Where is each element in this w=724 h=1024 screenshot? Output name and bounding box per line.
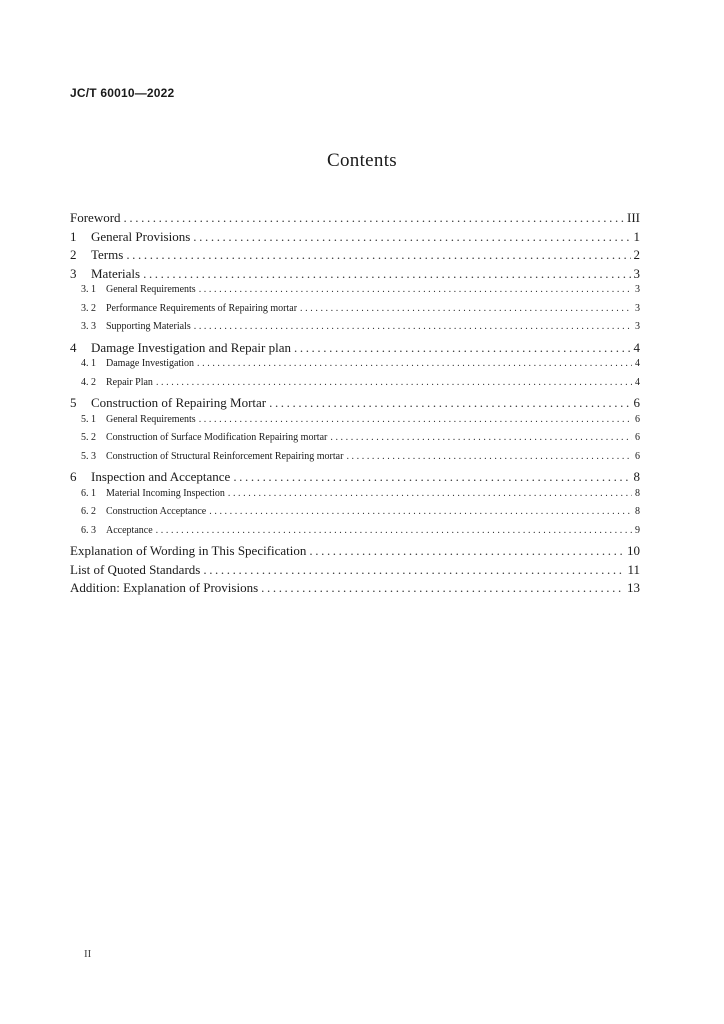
toc-entry[interactable]	[70, 321, 640, 340]
toc-entry-label: List of Quoted Standards	[70, 561, 201, 577]
page-number: II	[84, 948, 92, 960]
toc-entry-number: 4. 1	[81, 358, 96, 369]
toc-entry[interactable]	[70, 210, 640, 229]
toc-entry[interactable]	[70, 266, 640, 285]
toc-entry-label: Construction Acceptance	[106, 506, 207, 517]
toc-entry[interactable]	[70, 580, 640, 599]
toc-entry-page: 9	[635, 524, 640, 536]
toc-entry-page: 4	[633, 339, 640, 355]
toc-entry-page: 6	[635, 413, 640, 425]
toc-entry-number: 5. 3	[81, 450, 96, 462]
toc-entry-page: 4	[635, 376, 640, 388]
toc-entry[interactable]	[70, 340, 640, 359]
toc-leader-dots	[346, 451, 632, 462]
toc-entry-number: 3. 3	[81, 321, 96, 332]
toc-leader-dots	[199, 284, 632, 295]
toc-entry-number: 4. 2	[81, 376, 96, 388]
toc-entry[interactable]	[70, 284, 640, 303]
toc-entry-label: General Requirements	[106, 284, 196, 295]
toc-entry-page: 3	[635, 284, 640, 295]
toc-entry-label: Terms	[91, 247, 124, 262]
toc-entry-page: 8	[635, 506, 640, 517]
toc-leader-dots	[300, 303, 632, 314]
toc-entry[interactable]	[70, 247, 640, 266]
toc-entry-label: Repair Plan	[106, 376, 153, 388]
toc-leader-dots	[228, 488, 632, 499]
toc-entry-number: 3. 1	[81, 284, 96, 295]
toc-entry-page: 4	[635, 358, 640, 369]
toc-entry[interactable]	[70, 506, 640, 525]
toc-entry-page: 2	[633, 247, 640, 262]
toc-entry-page: 3	[635, 321, 640, 332]
toc-entry-label: Materials	[91, 265, 141, 281]
toc-leader-dots	[124, 210, 624, 226]
toc-entry-number: 6. 3	[81, 524, 96, 536]
toc-entry[interactable]	[70, 229, 640, 248]
toc-entry-label: Performance Requirements of Repairing mortar	[106, 302, 298, 314]
toc-entry-page: 6	[635, 450, 640, 462]
toc-entry[interactable]	[70, 377, 640, 396]
toc-entry-page: 1	[633, 228, 640, 244]
toc-entry[interactable]	[70, 525, 640, 544]
toc-leader-dots	[126, 247, 630, 263]
toc-leader-dots	[261, 580, 624, 596]
toc-entry-label: Addition: Explanation of Provisions	[70, 580, 259, 595]
toc-entry-label: Material Incoming Inspection	[106, 487, 225, 499]
toc-entry-label: Construction of Surface Modification Repairing mortar	[106, 432, 328, 443]
toc-entry-number: 5. 2	[81, 432, 96, 443]
toc-leader-dots	[143, 266, 630, 282]
toc-entry[interactable]	[70, 432, 640, 451]
toc-entry-page: 8	[633, 469, 640, 484]
toc-leader-dots	[199, 414, 632, 425]
toc-leader-dots	[294, 340, 631, 356]
toc-entry-number: 5. 1	[81, 413, 96, 425]
toc-entry-label: Damage Investigation and Repair plan	[91, 339, 291, 355]
toc-leader-dots	[269, 395, 630, 411]
toc-entry[interactable]	[70, 395, 640, 414]
toc-entry-number: 3. 2	[81, 302, 96, 314]
toc-entry[interactable]	[70, 562, 640, 581]
toc-leader-dots	[209, 506, 632, 517]
toc-entry[interactable]	[70, 469, 640, 488]
table-of-contents	[70, 210, 640, 599]
toc-leader-dots	[309, 543, 624, 559]
toc-entry-label: Inspection and Acceptance	[91, 469, 231, 484]
toc-entry-label: Explanation of Wording in This Specification	[70, 543, 307, 558]
toc-entry-page: 6	[635, 432, 640, 443]
toc-entry-number: 6. 1	[81, 487, 96, 499]
toc-leader-dots	[156, 377, 632, 388]
toc-entry-label: Acceptance	[106, 524, 153, 536]
toc-entry[interactable]	[70, 303, 640, 322]
toc-entry-number: 6	[70, 469, 77, 484]
toc-leader-dots	[233, 469, 630, 485]
toc-entry-page: III	[627, 210, 640, 225]
toc-leader-dots	[330, 432, 632, 443]
toc-entry-page: 3	[635, 302, 640, 314]
toc-leader-dots	[203, 562, 624, 578]
toc-entry-number: 2	[70, 247, 77, 262]
toc-entry[interactable]	[70, 543, 640, 562]
toc-entry[interactable]	[70, 488, 640, 507]
toc-entry-page: 13	[627, 580, 640, 595]
toc-entry-number: 5	[70, 395, 77, 410]
toc-leader-dots	[156, 525, 632, 536]
toc-entry-page: 3	[633, 265, 640, 281]
toc-entry-label: Damage Investigation	[106, 358, 195, 369]
standard-code: JC/T 60010—2022	[70, 86, 175, 100]
toc-entry-number: 3	[70, 265, 77, 281]
toc-entry-label: Supporting Materials	[106, 321, 191, 332]
toc-entry-page: 8	[635, 487, 640, 499]
toc-entry-label: General Requirements	[106, 413, 196, 425]
toc-entry-page: 10	[627, 543, 640, 558]
toc-entry-label: Construction of Structural Reinforcement Repairing mortar	[106, 450, 344, 462]
toc-entry-label: Construction of Repairing Mortar	[91, 395, 267, 410]
toc-leader-dots	[193, 229, 630, 245]
toc-entry-number: 1	[70, 228, 77, 244]
toc-entry-page: 6	[633, 395, 640, 410]
toc-entry-number: 4	[70, 339, 77, 355]
toc-entry-page: 11	[627, 561, 640, 577]
toc-entry-number: 6. 2	[81, 506, 96, 517]
page-title: Contents	[327, 150, 397, 171]
toc-entry-label: General Provisions	[91, 228, 191, 244]
toc-entry[interactable]	[70, 451, 640, 470]
toc-entry-label: Foreword	[70, 210, 121, 225]
toc-entry[interactable]	[70, 358, 640, 377]
toc-leader-dots	[194, 321, 632, 332]
toc-entry[interactable]	[70, 414, 640, 433]
toc-leader-dots	[197, 358, 632, 369]
